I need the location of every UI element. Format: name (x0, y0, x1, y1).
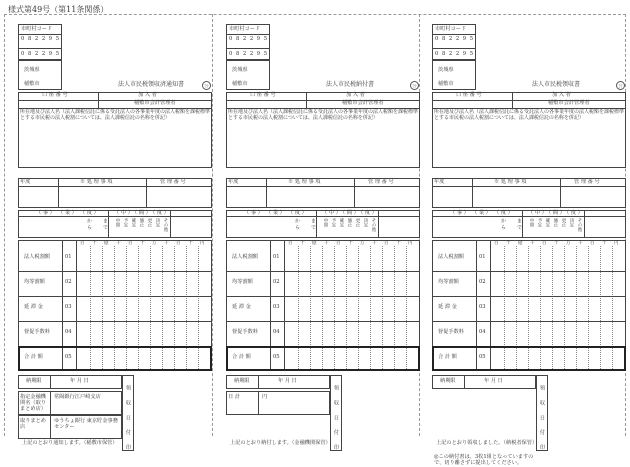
row-number: 02 (65, 279, 72, 285)
address-instructions: 所在地及び法人名（法人課税信託に係る受託法人の各事業年度の法人税額を課税標準とする市民税の法人税割については、法人課税信託の名称を併記） (20, 109, 211, 121)
code-label: 市町村コード (229, 26, 261, 32)
divider (18, 186, 212, 187)
seal-mark: 公 (410, 81, 419, 90)
period-header: （ 度 ） (288, 210, 307, 216)
period-header: （ 事 ） (244, 210, 263, 216)
period-header: （ 間 ） (546, 210, 565, 216)
account-number-label: 口 座 番 号 (250, 92, 276, 98)
year-label: 年度 (20, 179, 31, 185)
digit-header: 万 (566, 241, 571, 246)
code-value: 0 8 2 2 9 5 (21, 51, 61, 57)
extra-row-value: ゆうちょ銀行 東京貯金事務センター (54, 418, 118, 430)
row-number: 04 (65, 329, 72, 335)
tax-row-label: 法人税割額 (438, 254, 464, 260)
code-label: 市町村コード (435, 26, 467, 32)
extra-row-label: 取りまとめ店 (20, 418, 46, 430)
divider (432, 48, 476, 49)
deadline-date: 年 月 日 (70, 378, 89, 384)
divider (226, 296, 420, 297)
office-name: 稲敷市会計管理者 (342, 100, 384, 106)
management-number-label: 管 理 番 号 (160, 179, 186, 185)
digit-header: 千 (578, 241, 583, 246)
extra-row-label: 指定金融機関名（取りまとめ店） (20, 394, 46, 412)
divider (18, 271, 212, 272)
tax-row-label: 均等割額 (24, 279, 45, 285)
payee-box (18, 92, 212, 168)
digit-header: 千 (324, 241, 329, 246)
period-header: （ 間 ） (132, 210, 151, 216)
period-to-mark: まで (516, 218, 522, 231)
digit-header: 百 (336, 241, 341, 246)
period-header: （ 中 ） (528, 210, 547, 216)
period-from-mark: から (294, 218, 300, 231)
deadline-label: 納期限 (440, 378, 456, 384)
divider (226, 321, 420, 322)
digit-header: 十 (348, 241, 353, 246)
form-panel-1 (14, 14, 216, 454)
divider (432, 271, 626, 272)
seal-mark: 公 (202, 81, 211, 90)
row-number: 01 (65, 254, 72, 260)
declaration-type: 確定 (545, 218, 550, 227)
divider (258, 375, 259, 389)
period-header: （ 度 ） (358, 210, 377, 216)
period-header: （ 度 ） (80, 210, 99, 216)
digit-header: 百 (80, 241, 85, 246)
tax-row-label: 督促手数料 (24, 329, 50, 335)
management-number-label: 管 理 番 号 (574, 179, 600, 185)
stamp-label: 領 収 日 付 印 (333, 385, 339, 454)
row-number: 05 (479, 354, 486, 360)
divider (354, 178, 355, 208)
row-number: 03 (273, 304, 280, 310)
office-name: 稲敷市会計管理者 (134, 100, 176, 106)
account-number-label: 口 座 番 号 (456, 92, 482, 98)
period-header: （ 度 ） (564, 210, 583, 216)
row-number: 02 (273, 279, 280, 285)
digit-header: 十 (92, 241, 97, 246)
declaration-type: 予定 (331, 218, 336, 227)
footer-note: 上記のとおり領収しました。（納税者保管） (436, 440, 538, 446)
divider (146, 178, 147, 208)
declaration-type: 中間 (323, 218, 328, 227)
tax-row-label: 合 計 額 (24, 354, 43, 360)
divider (18, 321, 212, 322)
divider (98, 92, 99, 108)
period-header: （ 中 ） (322, 210, 341, 216)
declaration-type: 決定 (569, 218, 574, 227)
period-header: （ 度 ） (150, 210, 169, 216)
divider (226, 48, 270, 49)
total-row-highlight (18, 346, 212, 371)
address-box (18, 60, 62, 90)
city-label: 稲敷市 (24, 81, 40, 87)
footer-note: 上記のとおり通知します。（稲敷市保管） (22, 440, 118, 446)
code-value: 0 8 2 2 9 5 (21, 36, 61, 42)
payee-box (432, 92, 626, 168)
period-to-mark: まで (310, 218, 316, 231)
row-number: 03 (65, 304, 72, 310)
divider (472, 178, 473, 208)
declaration-type: 確定 (131, 218, 136, 227)
tax-row-label: 法人税割額 (232, 254, 258, 260)
declaration-type: その他 (163, 218, 168, 232)
row-number: 01 (479, 254, 486, 260)
management-number-label: 管 理 番 号 (368, 179, 394, 185)
payee-box (226, 92, 420, 168)
processing-label: ※ 処 理 事 項 (288, 179, 321, 185)
divider (226, 271, 420, 272)
period-header: （ 業 ） (266, 210, 285, 216)
code-label: 市町村コード (21, 26, 53, 32)
digit-header: 百 (288, 241, 293, 246)
code-value: 0 8 2 2 9 5 (229, 36, 269, 42)
tax-row-label: 合 計 額 (438, 354, 457, 360)
document-title: 法人市民税領収書 (532, 81, 581, 88)
period-header: （ 事 ） (36, 210, 55, 216)
payee-label: 加 入 者 (138, 92, 157, 98)
divider (170, 210, 171, 238)
declaration-type: 予定 (537, 218, 542, 227)
digit-header: 十 (506, 241, 511, 246)
total-row-highlight (226, 346, 420, 371)
divider (50, 391, 51, 415)
stamp-label: 領 収 日 付 印 (539, 385, 545, 454)
tax-row-label: 合 計 額 (232, 354, 251, 360)
declaration-type: 更正 (355, 218, 360, 227)
declaration-type: 中間 (529, 218, 534, 227)
deadline-label: 納期限 (26, 378, 42, 384)
divider (432, 296, 626, 297)
period-header: （ 業 ） (472, 210, 491, 216)
address-box (432, 60, 476, 90)
prefecture-label: 茨城県 (24, 67, 40, 73)
digit-header: 十 (188, 241, 193, 246)
processing-label: ※ 処 理 事 項 (494, 179, 527, 185)
digit-header: 十 (396, 241, 401, 246)
period-header: （ 事 ） (450, 210, 469, 216)
divider (50, 415, 51, 439)
code-value: 0 8 2 2 9 5 (229, 51, 269, 57)
period-from-mark: から (500, 218, 506, 231)
total-row-highlight (432, 346, 626, 371)
divider (50, 375, 51, 389)
period-header: （ 業 ） (58, 210, 77, 216)
divider (432, 100, 626, 101)
period-header: （ 度 ） (494, 210, 513, 216)
divider (432, 186, 626, 187)
divider (464, 375, 465, 389)
digit-header: 十 (140, 241, 145, 246)
deadline-date: 年 月 日 (484, 378, 503, 384)
payee-label: 加 入 者 (346, 92, 365, 98)
digit-header: 万 (152, 241, 157, 246)
address-instructions: 所在地及び法人名（法人課税信託に係る受託法人の各事業年度の法人税額を課税標準とする市民税の法人税割については、法人課税信託の名称を併記） (434, 109, 625, 121)
digit-header: 億 (104, 241, 109, 246)
digit-header: 千 (164, 241, 169, 246)
declaration-type: 決定 (155, 218, 160, 227)
period-header: （ 中 ） (114, 210, 133, 216)
tax-row-label: 法人税割額 (24, 254, 50, 260)
code-value: 0 8 2 2 9 5 (435, 51, 475, 57)
tax-row-label: 均等割額 (232, 279, 253, 285)
tax-row-label: 均等割額 (438, 279, 459, 285)
digit-header: 円 (614, 241, 619, 246)
deadline-date: 年 月 日 (278, 378, 297, 384)
year-label: 年度 (228, 179, 239, 185)
digit-header: 億 (312, 241, 317, 246)
digit-header: 万 (360, 241, 365, 246)
divider (18, 48, 62, 49)
form-panel-3 (428, 14, 630, 466)
digit-header: 円 (408, 241, 413, 246)
cut-line (4, 14, 5, 436)
address-box (226, 60, 270, 90)
divider (18, 296, 212, 297)
stamp-label: 領 収 日 付 印 (125, 385, 131, 454)
digit-header: 千 (372, 241, 377, 246)
account-number-label: 口 座 番 号 (42, 92, 68, 98)
digit-header: 千 (530, 241, 535, 246)
footer-note: 上記のとおり納付します。（金融機関保管） (230, 440, 331, 446)
digit-header: 十 (554, 241, 559, 246)
office-name: 稲敷市会計管理者 (548, 100, 590, 106)
city-label: 稲敷市 (232, 81, 248, 87)
tax-row-label: 督促手数料 (438, 329, 464, 335)
prefecture-label: 茨城県 (232, 67, 248, 73)
document-title: 法人市民税納付書 (326, 81, 375, 88)
document-title: 法人市民税領収済通知書 (118, 81, 185, 88)
divider (226, 186, 420, 187)
divider (266, 178, 267, 208)
declaration-type: 決定 (363, 218, 368, 227)
declaration-type: 更正 (561, 218, 566, 227)
declaration-type: 修正 (139, 218, 144, 227)
divider (378, 210, 379, 238)
declaration-type: 修正 (553, 218, 558, 227)
year-label: 年度 (434, 179, 445, 185)
divider (226, 34, 270, 35)
extra-row-value: 常陽銀行江戸崎支店 (54, 394, 101, 400)
digit-header: 百 (384, 241, 389, 246)
period-from-mark: から (86, 218, 92, 231)
digit-header: 十 (300, 241, 305, 246)
divider (512, 92, 513, 108)
form-panel-2 (222, 14, 424, 454)
digit-header: 百 (542, 241, 547, 246)
divider (306, 92, 307, 108)
divider (560, 178, 561, 208)
address-instructions: 所在地及び法人名（法人課税信託に係る受託法人の各事業年度の法人税額を課税標準とする市民税の法人税割については、法人課税信託の名称を併記） (228, 109, 419, 121)
digit-header: 千 (116, 241, 121, 246)
row-number: 05 (65, 354, 72, 360)
period-header: （ 間 ） (340, 210, 359, 216)
tax-row-label: 延 滞 金 (438, 304, 457, 310)
declaration-type: その他 (577, 218, 582, 232)
divider (258, 391, 259, 415)
row-number: 04 (479, 329, 486, 335)
declaration-type: 予定 (123, 218, 128, 227)
instruction-note: ◎この納付書は、3枚1組となっていますので、切り離さずに提出してください。 (434, 454, 534, 466)
divider (18, 100, 212, 101)
period-to-mark: まで (102, 218, 108, 231)
digit-header: 百 (590, 241, 595, 246)
declaration-type: 更正 (147, 218, 152, 227)
divider (58, 178, 59, 208)
declaration-type: 確定 (339, 218, 344, 227)
prefecture-label: 茨城県 (438, 67, 454, 73)
divider (584, 210, 585, 238)
city-label: 稲敷市 (438, 81, 454, 87)
digit-header: 百 (128, 241, 133, 246)
deadline-label: 納期限 (234, 378, 250, 384)
declaration-type: 中間 (115, 218, 120, 227)
digit-header: 円 (200, 241, 205, 246)
row-number: 05 (273, 354, 280, 360)
form-title: 様式第49号（第11条関係） (8, 5, 109, 14)
digit-header: 百 (494, 241, 499, 246)
tax-row-label: 督促手数料 (232, 329, 258, 335)
digit-header: 億 (518, 241, 523, 246)
extra-row-value: 円 (262, 394, 268, 400)
row-number: 04 (273, 329, 280, 335)
seal-mark: 公 (616, 81, 625, 90)
processing-label: ※ 処 理 事 項 (80, 179, 113, 185)
row-number: 02 (479, 279, 486, 285)
divider (226, 100, 420, 101)
declaration-type: その他 (371, 218, 376, 232)
divider (432, 34, 476, 35)
digit-header: 十 (602, 241, 607, 246)
extra-row-label: 日 計 (228, 394, 241, 400)
tax-row-label: 延 滞 金 (24, 304, 43, 310)
declaration-type: 修正 (347, 218, 352, 227)
row-number: 01 (273, 254, 280, 260)
divider (18, 34, 62, 35)
tax-row-label: 延 滞 金 (232, 304, 251, 310)
divider (432, 321, 626, 322)
digit-header: 百 (176, 241, 181, 246)
code-value: 0 8 2 2 9 5 (435, 36, 475, 42)
row-number: 03 (479, 304, 486, 310)
payee-label: 加 入 者 (552, 92, 571, 98)
